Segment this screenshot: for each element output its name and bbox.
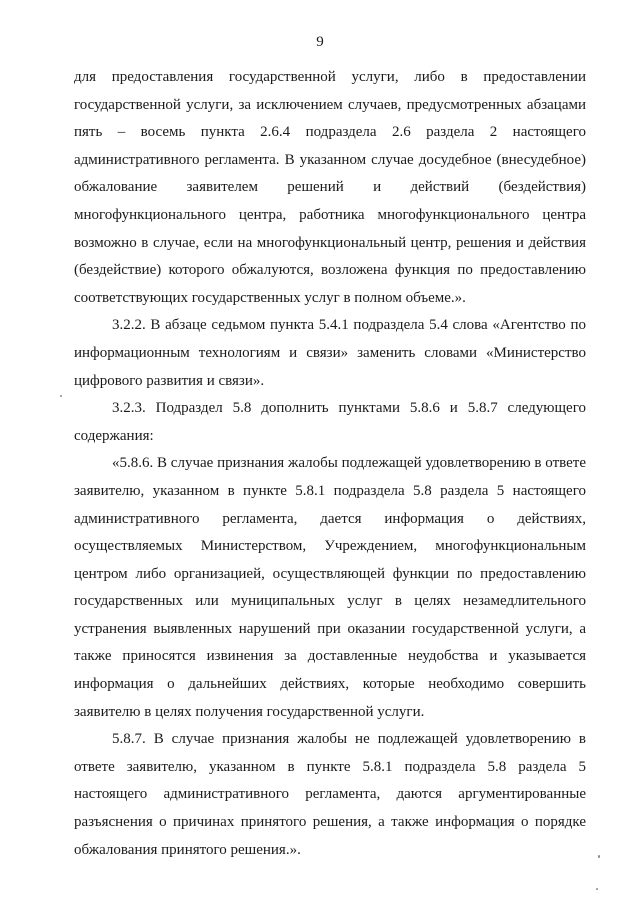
paragraph-3-2-2: 3.2.2. В абзаце седьмом пункта 5.4.1 подраздела 5.4 слова «Агентство по информационным технологиям и связи» заменить словами «Министерство цифрового развития и связи». bbox=[74, 317, 586, 389]
paragraph-continuation: для предоставления государственной услуги, либо в предоставлении государственной услуги, за исключением случаев, предусмотренных абзацами пять – восемь пункта 2.6.4 подраздела 2.6 раздела 2 настоящего административного регламента. В указанном случае досудебное (внесудебное) обжалование заявителем решений и действий (бездействия) многофункционального центра, работника многофункционального центра возможно в случае, если на многофункциональный центр, решения и действия (бездействие) которого обжалуются, возложена функция по предоставлению соответствующих государственных услуг в полном объеме.». bbox=[74, 69, 586, 306]
scan-speck bbox=[598, 855, 600, 858]
scan-speck bbox=[60, 395, 62, 397]
document-body bbox=[74, 64, 586, 864]
paragraph-3-2-3: 3.2.3. Подраздел 5.8 дополнить пунктами 5.8.6 и 5.8.7 следующего содержания: bbox=[74, 400, 586, 444]
scan-speck bbox=[596, 888, 598, 890]
page-number: 9 bbox=[316, 34, 324, 50]
paragraph-5-8-7: 5.8.7. В случае признания жалобы не подлежащей удовлетворению в ответе заявителю, указанном в пункте 5.8.1 подраздела 5.8 раздела 5 настоящего административного регламента, даются аргументированные разъяснения о причинах принятого решения, а также информация о порядке обжалования принятого решения.». bbox=[74, 731, 586, 858]
paragraph-5-8-6: «5.8.6. В случае признания жалобы подлежащей удовлетворению в ответе заявителю, указанном в пункте 5.8.1 подраздела 5.8 раздела 5 настоящего административного регламента, дается информация о действиях, осуществляемых Министерством, Учреждением, многофункциональным центром либо организацией, осуществляющей функции по предоставлению государственных или муниципальных услуг в целях незамедлительного устранения выявленных нарушений при оказании государственной услуги, а также приносятся извинения за доставленные неудобства и указывается информация о дальнейших действиях, которые необходимо совершить заявителю в целях получения государственной услуги. bbox=[74, 455, 586, 720]
